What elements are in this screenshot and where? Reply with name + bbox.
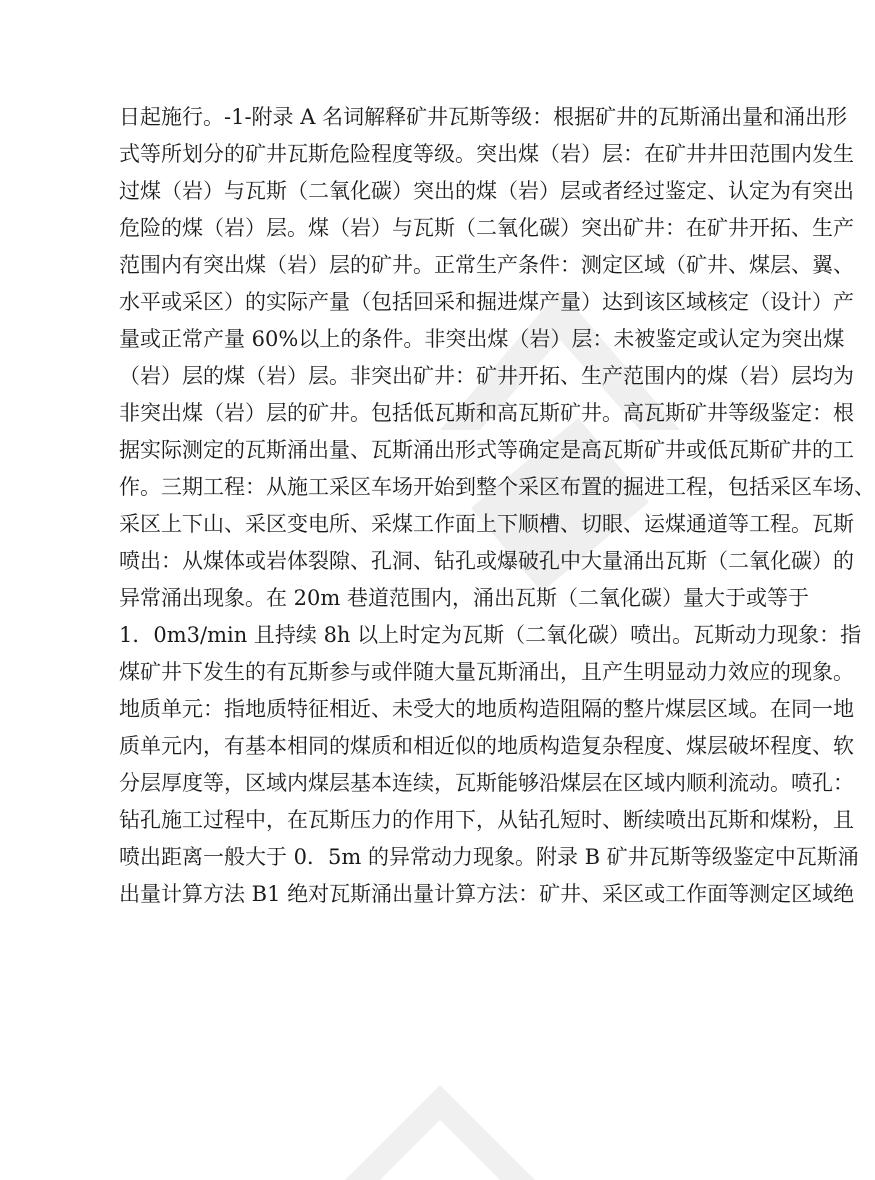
body-text (119, 99, 875, 913)
text-line: 作。三期工程：从施工采区车场开始到整个采区布置的掘进工程，包括采区车场、 (119, 475, 875, 499)
text-line: 分层厚度等，区域内煤层基本连续，瓦斯能够沿煤层在区域内顺利流动。喷孔： (119, 771, 854, 795)
text-line: 危险的煤（岩）层。煤（岩）与瓦斯（二氧化碳）突出矿井：在矿井开拓、生产 (119, 216, 854, 240)
text-line: 采区上下山、采区变电所、采煤工作面上下顺槽、切眼、运煤通道等工程。瓦斯 (119, 512, 854, 536)
text-line: 煤矿井下发生的有瓦斯参与或伴随大量瓦斯涌出，且产生明显动力效应的现象。 (119, 660, 854, 684)
text-line: 钻孔施工过程中，在瓦斯压力的作用下，从钻孔短时、断续喷出瓦斯和煤粉，且 (119, 808, 854, 832)
text-line: 范围内有突出煤（岩）层的矿井。正常生产条件：测定区域（矿井、煤层、翼、 (119, 253, 854, 277)
text-line: 过煤（岩）与瓦斯（二氧化碳）突出的煤（岩）层或者经过鉴定、认定为有突出 (119, 179, 854, 203)
text-line: 质单元内，有基本相同的煤质和相近似的地质构造复杂程度、煤层破坏程度、软 (119, 734, 854, 758)
watermark-icon (340, 1080, 540, 1180)
text-line: 日起施行。-1-附录 A 名词解释矿井瓦斯等级：根据矿井的瓦斯涌出量和涌出形 (119, 105, 848, 129)
text-line: 出量计算方法 B1 绝对瓦斯涌出量计算方法：矿井、采区或工作面等测定区域绝 (119, 882, 855, 906)
text-line: 异常涌出现象。在 20m 巷道范围内，涌出瓦斯（二氧化碳）量大于或等于 (119, 586, 809, 610)
text-line: （岩）层的煤（岩）层。非突出矿井：矿井开拓、生产范围内的煤（岩）层均为 (119, 364, 854, 388)
text-line: 式等所划分的矿井瓦斯危险程度等级。突出煤（岩）层：在矿井井田范围内发生 (119, 142, 854, 166)
text-line: 非突出煤（岩）层的矿井。包括低瓦斯和高瓦斯矿井。高瓦斯矿井等级鉴定：根 (119, 401, 854, 425)
text-line: 喷出距离一般大于 0．5m 的异常动力现象。附录 B 矿井瓦斯等级鉴定中瓦斯涌 (119, 845, 859, 869)
text-line: 量或正常产量 60%以上的条件。非突出煤（岩）层：未被鉴定或认定为突出煤 (119, 327, 845, 351)
text-line: 地质单元：指地质特征相近、未受大的地质构造阻隔的整片煤层区域。在同一地 (119, 697, 854, 721)
text-line: 水平或采区）的实际产量（包括回采和掘进煤产量）达到该区域核定（设计）产 (119, 290, 854, 314)
text-line: 喷出：从煤体或岩体裂隙、孔洞、钻孔或爆破孔中大量涌出瓦斯（二氧化碳）的 (119, 549, 854, 573)
text-line: 据实际测定的瓦斯涌出量、瓦斯涌出形式等确定是高瓦斯矿井或低瓦斯矿井的工 (119, 438, 854, 462)
text-line: 1．0m3/min 且持续 8h 以上时定为瓦斯（二氧化碳）喷出。瓦斯动力现象：指 (119, 623, 862, 647)
